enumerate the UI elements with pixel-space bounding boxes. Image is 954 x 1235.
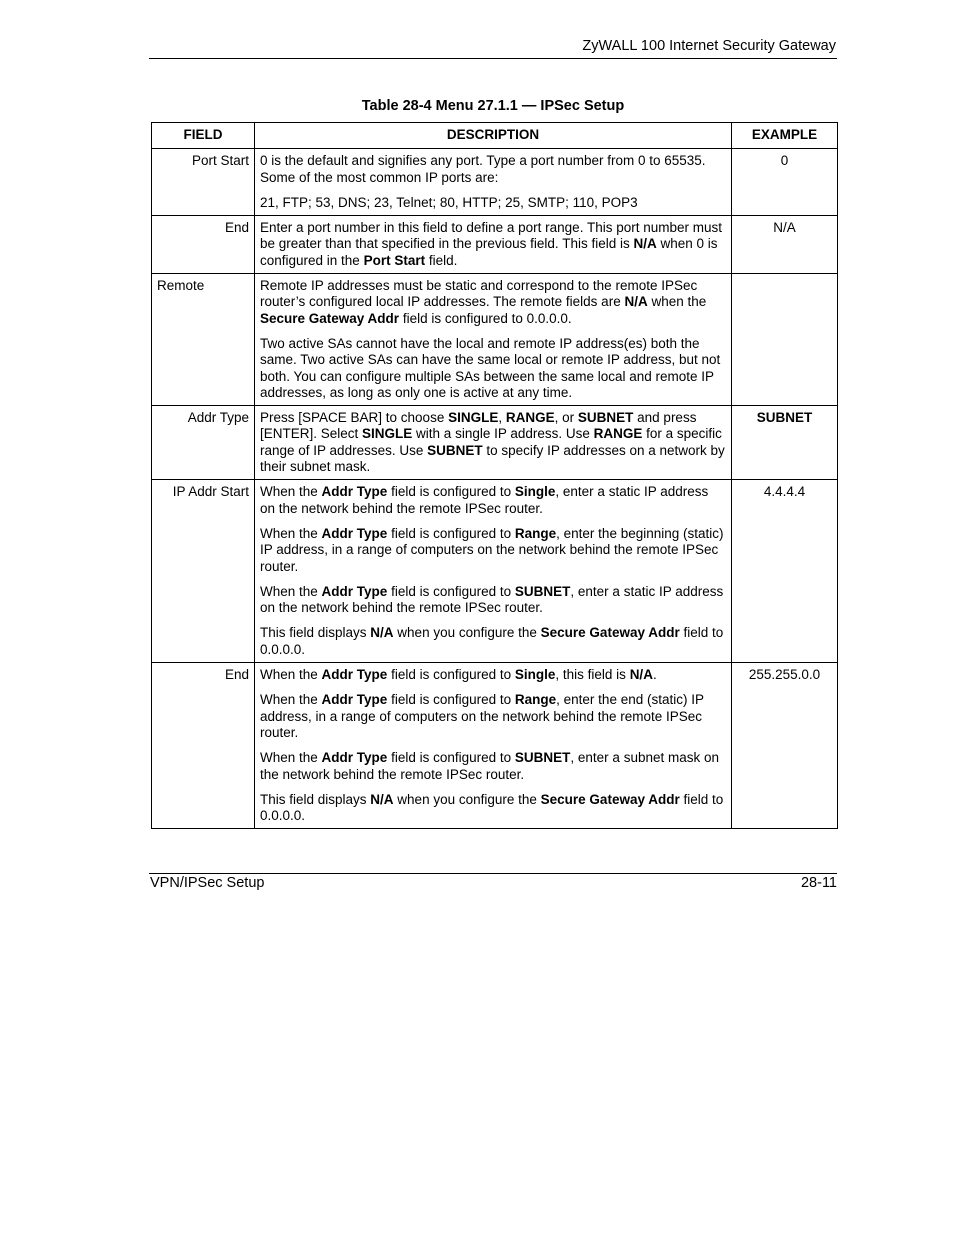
bold-term: Secure Gateway Addr [540,791,680,807]
description-text: field is configured to 0.0.0.0. [399,310,572,326]
bold-term: Port Start [363,252,426,268]
bold-term: Addr Type [321,583,388,599]
description-text: field is configured to [387,484,515,500]
example-cell [732,274,838,406]
description-paragraph [260,153,726,186]
description-text: field is configured to [387,750,515,766]
description-cell [255,216,732,274]
description-text: when you configure the [393,791,541,807]
footer-page-number: 28-11 [800,875,837,891]
bold-term: Secure Gateway Addr [540,625,680,641]
column-header-example: EXAMPLE [732,123,838,149]
description-text: Remote IP addresses must be static and correspond to the remote IPSec router’s configured local IP addresses. The remote fields are [260,278,698,310]
description-cell [255,480,732,663]
bold-term: Addr Type [321,750,388,766]
bold-term: N/A [370,625,394,641]
bold-term: SINGLE [362,426,413,442]
example-cell: 0 [732,149,838,216]
description-text: to specify IP addresses on a network by their subnet mask. [260,442,725,475]
description-text: Two active SAs cannot have the local and remote IP address(es) both the same. Two active SAs can have the same local or remote IP address, but not both. You can configure multiple SAs between the same local and remote IP addresses, as long as only one is active at any time. [260,335,721,400]
description-text: When the [260,750,322,766]
description-paragraph [260,792,726,825]
description-text: , enter a subnet mask on the network behind the remote IPSec router. [260,750,719,782]
description-paragraph [260,484,726,517]
field-name-cell: Port Start [152,149,255,216]
description-paragraph [260,336,726,401]
table-row [152,216,838,274]
description-text: field is configured to [387,525,515,541]
bold-term: Range [514,692,557,708]
bold-term: SUBNET [514,750,571,766]
description-text: This field displays [260,625,371,641]
description-text: This field displays [260,791,371,807]
description-cell [255,274,732,406]
table-row [152,663,838,829]
description-text: field is configured to [387,667,515,683]
table-caption: Table 28-4 Menu 27.1.1 — IPSec Setup [361,98,625,114]
field-name-cell: IP Addr Start [152,480,255,663]
bold-term: Secure Gateway Addr [260,310,400,326]
description-text: , [498,410,506,426]
description-text: When the [260,692,322,708]
description-paragraph [260,692,726,741]
description-text: When the [260,583,322,599]
description-cell [255,149,732,216]
table-row [152,406,838,480]
bold-term: RANGE [505,410,555,426]
example-cell: 4.4.4.4 [732,480,838,663]
description-paragraph [260,584,726,617]
bold-term: Range [514,525,557,541]
description-paragraph [260,278,726,327]
example-cell: SUBNET [732,406,838,480]
field-name-cell: Remote [152,274,255,406]
header-divider [149,58,837,59]
description-cell [255,406,732,480]
description-text: field is configured to [387,692,515,708]
field-name-cell: Addr Type [152,406,255,480]
bold-term: SUBNET [427,442,483,458]
description-text: 21, FTP; 53, DNS; 23, Telnet; 80, HTTP; 25, SMTP; 110, POP3 [260,194,638,210]
table-row [152,274,838,406]
bold-term: SUBNET [577,410,634,426]
description-text: , enter a static IP address on the network behind the remote IPSec router. [260,484,709,516]
description-paragraph [260,750,726,783]
column-header-description: DESCRIPTION [255,123,732,149]
bold-term: Addr Type [321,667,388,683]
description-text: field to 0.0.0.0. [260,625,724,657]
bold-term: Addr Type [321,692,388,708]
bold-term: SINGLE [448,410,499,426]
description-paragraph [260,667,726,683]
description-text: when the [647,294,707,310]
table-row [152,480,838,663]
description-text: , or [554,410,578,426]
description-text: , this field is [555,667,630,683]
description-text: Enter a port number in this field to define a port range. This port number must be greater than that specified in the previous field. This field is [260,220,722,252]
description-text: , enter a static IP address on the network behind the remote IPSec router. [260,583,724,616]
bold-term: Single [514,484,556,500]
description-text: when you configure the [393,625,541,641]
description-text: for a specific range of IP addresses. Use [260,426,722,458]
column-header-field: FIELD [152,123,255,149]
bold-term: Addr Type [321,525,388,541]
ipsec-setup-table [151,122,838,829]
description-text: , enter the beginning (static) IP address, in a range of computers on the network behind the remote IPSec router. [260,525,724,574]
description-text: field is configured to [387,583,515,599]
description-text: . [652,667,657,683]
description-text: When the [260,525,322,541]
description-paragraph [260,195,726,211]
bold-term: N/A [370,791,394,807]
table-row [152,149,838,216]
footer-divider [149,873,837,874]
description-text: field. [425,252,458,268]
description-paragraph [260,410,726,475]
description-paragraph [260,625,726,658]
description-paragraph [260,220,726,269]
bold-term: Addr Type [321,484,388,500]
description-text: 0 is the default and signifies any port. Type a port number from 0 to 65535. Some of the most common IP ports are: [260,153,706,185]
bold-term: SUBNET [514,583,571,599]
description-text: and press [ENTER]. Select [260,410,697,442]
footer-section-title: VPN/IPSec Setup [150,875,265,891]
example-cell: 255.255.0.0 [732,663,838,829]
description-text: When the [260,667,322,683]
description-text: Press [SPACE BAR] to choose [260,410,449,426]
bold-term: N/A [629,667,653,683]
description-cell [255,663,732,829]
bold-term: Single [514,667,556,683]
description-paragraph [260,526,726,575]
field-name-cell: End [152,663,255,829]
table-header-row [152,123,838,149]
bold-term: N/A [633,236,657,252]
example-cell: N/A [732,216,838,274]
running-header: ZyWALL 100 Internet Security Gateway [582,38,836,54]
field-name-cell: End [152,216,255,274]
description-text: with a single IP address. Use [412,426,594,442]
table-body [152,149,838,829]
bold-term: N/A [624,294,648,310]
description-text: when 0 is configured in the [260,236,718,268]
description-text: , enter the end (static) IP address, in a range of computers on the network behind the remote IPSec router. [260,692,704,740]
description-text: When the [260,484,322,500]
bold-term: RANGE [593,426,643,442]
description-text: field to 0.0.0.0. [260,791,724,824]
